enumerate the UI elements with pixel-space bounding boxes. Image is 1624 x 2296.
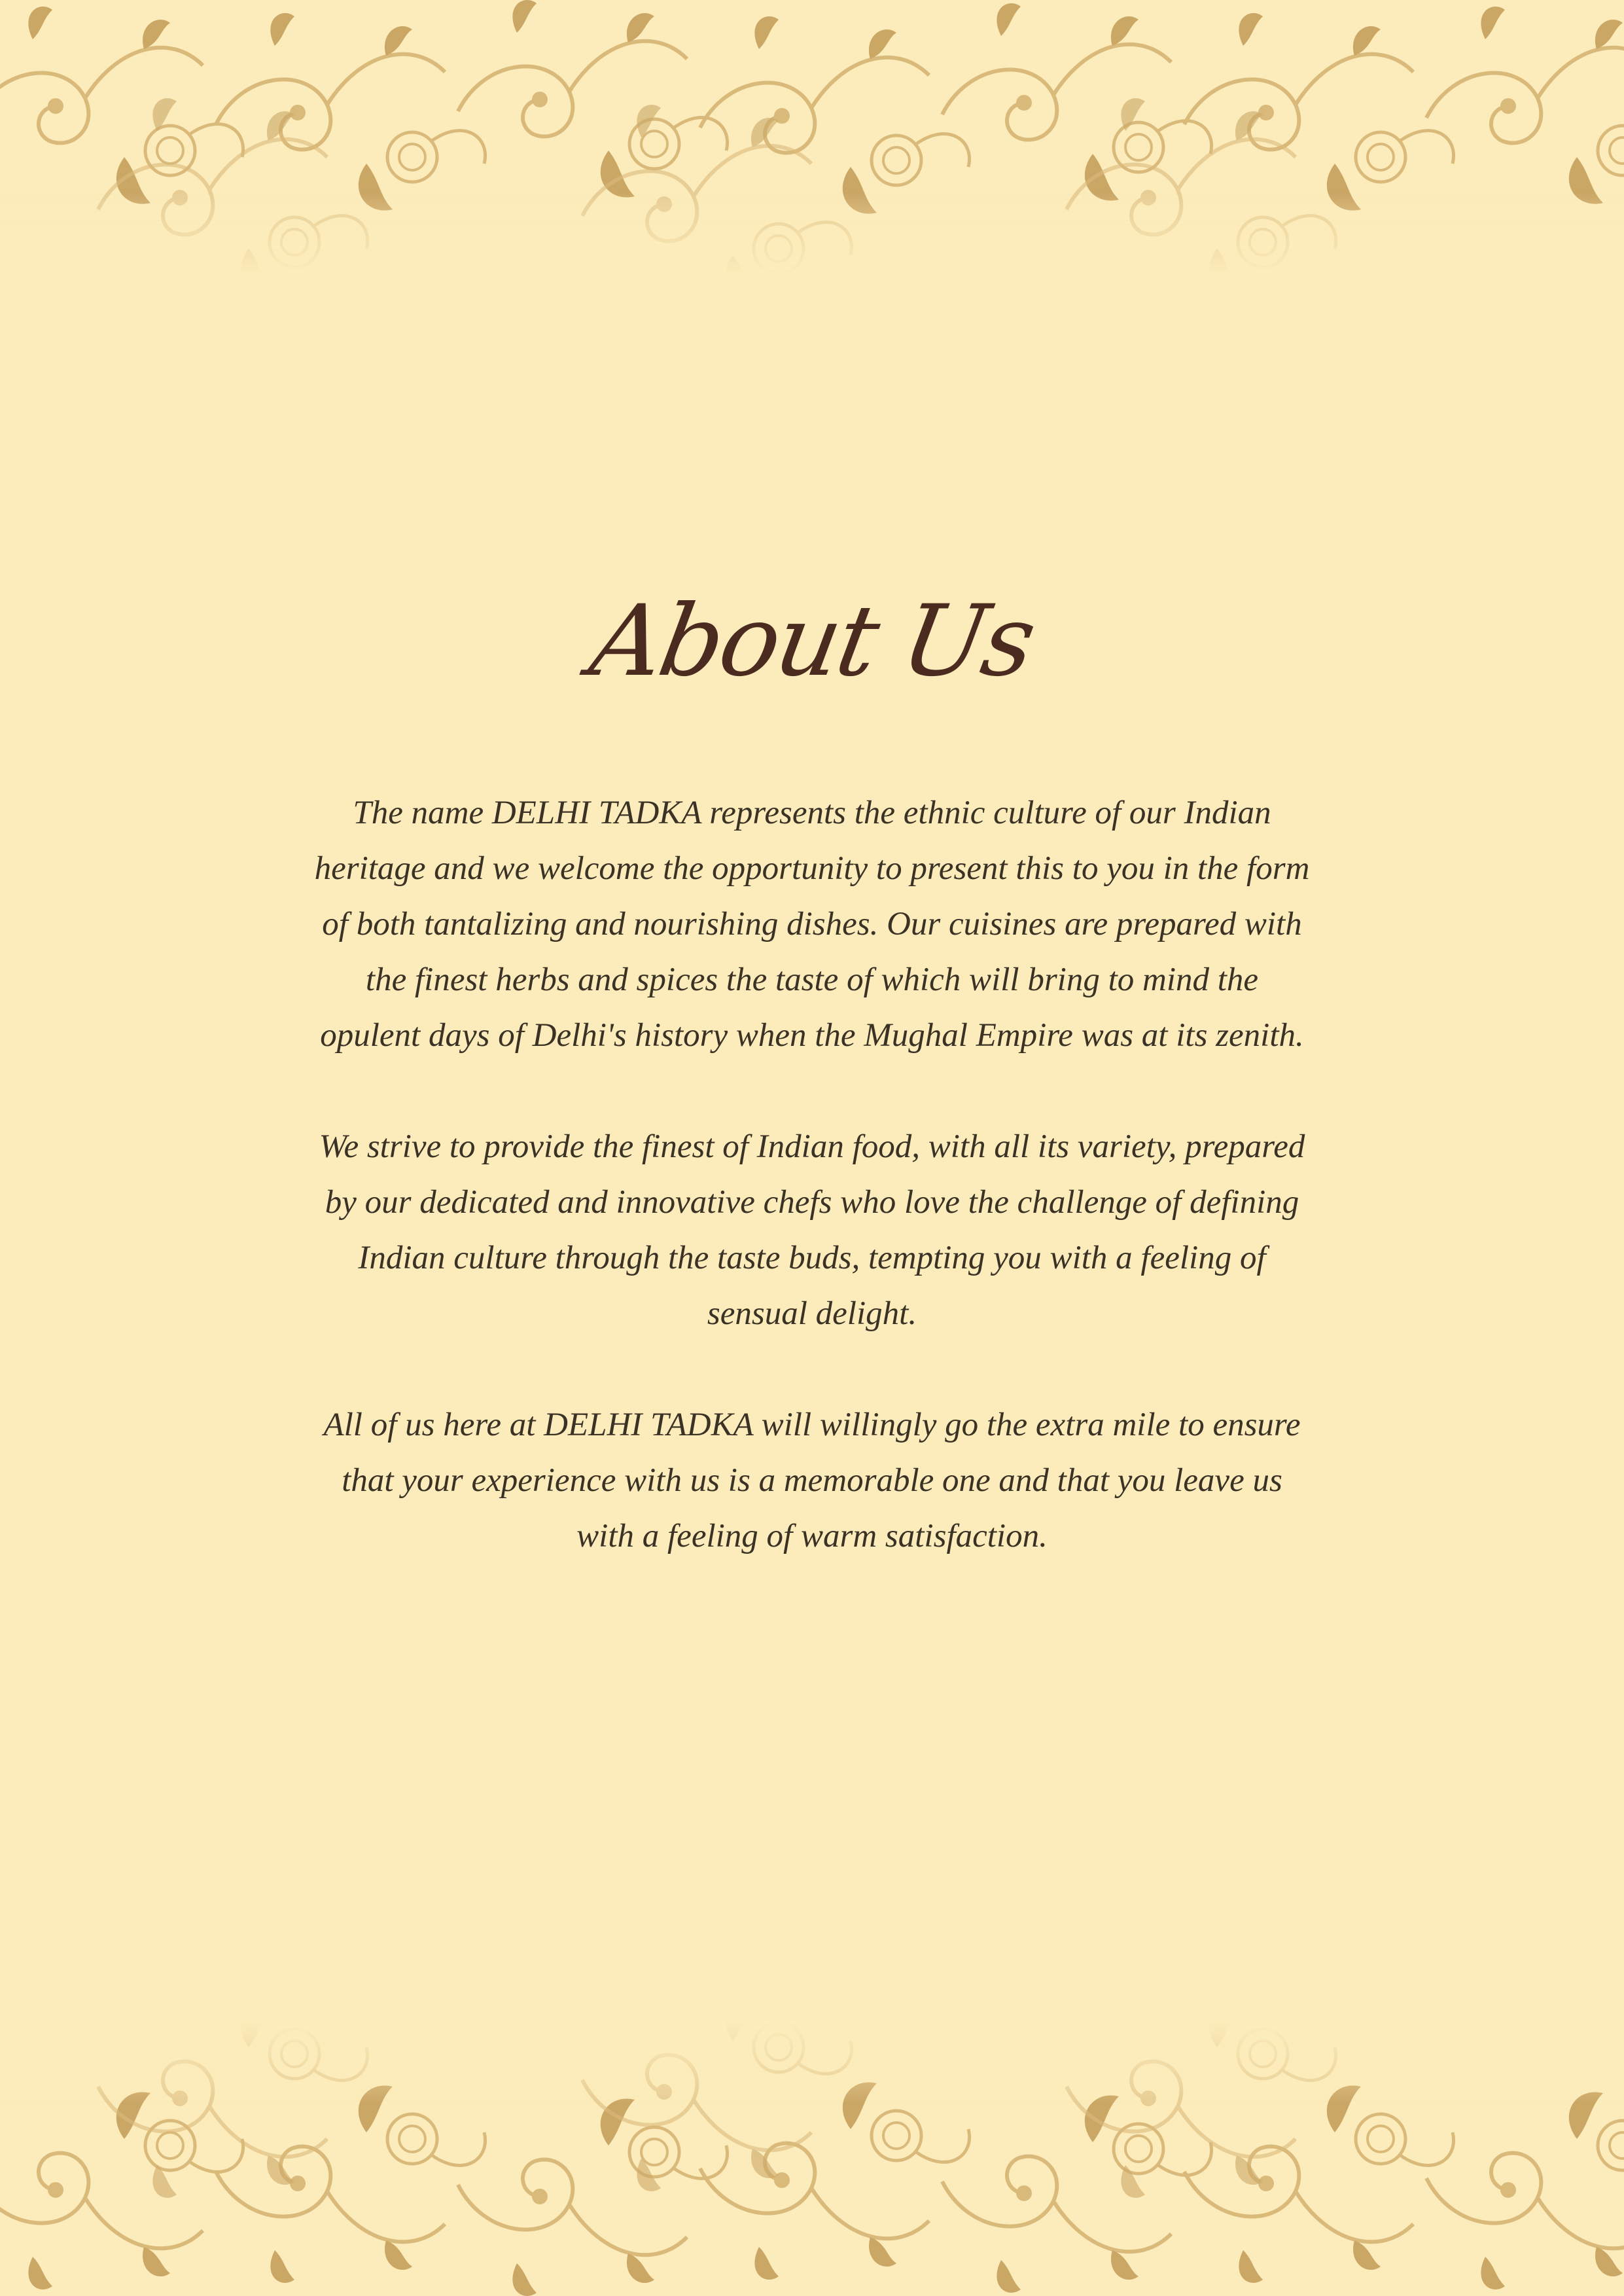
about-paragraph-3: All of us here at DELHI TADKA will willingly go the extra mile to ensure that your experience with us is a memorable one and that you leave us with a feeling of warm satisfaction. [323,1407,1301,1554]
about-paragraph-2: We strive to provide the finest of Indian food, with all its variety, prepared by our dedicated and innovative chefs who love the challenge of defining Indian culture through the taste buds, tempting you with a feeling of sensual delight. [319,1128,1305,1332]
about-text [314,785,1310,1620]
about-paragraph-1: The name DELHI TADKA represents the ethnic culture of our Indian heritage and we welcome the opportunity to present this to you in the form of both tantalizing and nourishing dishes. Our cuisines are prepared with the finest herbs and spices the taste of which will bring to mind the opulent days of Delhi's history when the Mughal Empire was at its zenith. [314,795,1310,1054]
page-title: About Us [582,584,1042,698]
bottom-floral-border-icon [0,2021,1624,2296]
top-floral-border-icon [0,0,1624,275]
